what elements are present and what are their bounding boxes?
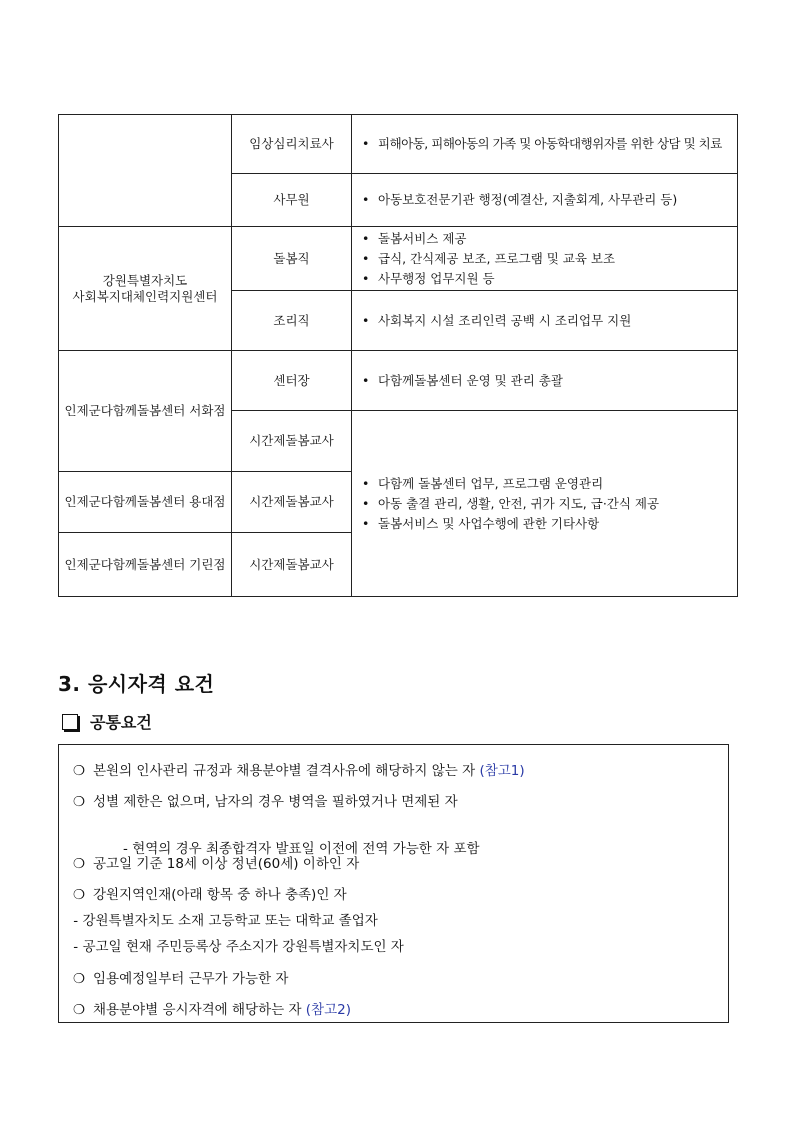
position-cell: 시간제돌봄교사 (232, 411, 352, 472)
job-duties-table (58, 114, 738, 597)
duty-item: • 다함께 돌봄센터 업무, 프로그램 운영관리 (358, 474, 731, 494)
requirements-box (58, 744, 729, 1023)
circle-bullet-icon: ❍ (73, 1002, 86, 1018)
duty-item: • 다함께돌봄센터 운영 및 관리 총괄 (358, 371, 731, 391)
requirement-subitem (69, 935, 404, 955)
requirement-subitem (69, 909, 378, 929)
requirement-text: - 현역의 경우 최종합격자 발표일 이전에 전역 가능한 자 포함 (110, 841, 480, 857)
duty-item: • 사무행정 업무지원 등 (358, 269, 731, 289)
duty-item: • 피해아동, 피해아동의 가족 및 아동학대행위자를 위한 상담 및 치료 (358, 134, 731, 154)
org-name-line1: 강원특별자치도 (102, 272, 188, 288)
requirement-text: 본원의 인사관리 규정과 채용분야별 결격사유에 해당하지 않는 자 (93, 763, 480, 779)
requirement-item (73, 790, 458, 810)
requirement-text: 강원지역인재(아래 항목 중 하나 충족)인 자 (93, 887, 347, 903)
requirement-text: 채용분야별 응시자격에 해당하는 자 (93, 1002, 306, 1018)
duties-cell (352, 174, 738, 227)
section-title: 3. 응시자격 요건 (58, 672, 215, 696)
circle-bullet-icon: ❍ (73, 887, 86, 903)
requirement-item (73, 967, 288, 987)
subsection-title: 공통요건 (90, 713, 152, 732)
org-cell: 인제군다함께돌봄센터 서화점 (59, 351, 232, 472)
checkbox-icon (62, 714, 78, 730)
duty-item: • 아동보호전문기관 행정(예결산, 지출회계, 사무관리 등) (358, 190, 731, 210)
org-cell: 인제군다함께돌봄센터 기린점 (59, 533, 232, 597)
position-cell: 센터장 (232, 351, 352, 411)
duty-item: • 아동 출결 관리, 생활, 안전, 귀가 지도, 급·간식 제공 (358, 494, 731, 514)
requirement-text: - 공고일 현재 주민등록상 주소지가 강원특별자치도인 자 (69, 939, 404, 955)
circle-bullet-icon: ❍ (73, 971, 86, 987)
org-cell: 인제군다함께돌봄센터 용대점 (59, 472, 232, 533)
duty-item: • 돌봄서비스 및 사업수행에 관한 기타사항 (358, 514, 731, 534)
org-name-line2: 사회복지대체인력지원센터 (72, 288, 218, 304)
position-cell: 사무원 (232, 174, 352, 227)
circle-bullet-icon: ❍ (73, 794, 86, 810)
requirement-item (73, 998, 351, 1018)
position-cell: 임상심리치료사 (232, 115, 352, 174)
duty-item: • 급식, 간식제공 보조, 프로그램 및 교육 보조 (358, 249, 731, 269)
duties-cell (352, 227, 738, 291)
duties-cell (352, 411, 738, 597)
position-cell: 돌봄직 (232, 227, 352, 291)
duties-cell (352, 351, 738, 411)
requirement-text: - 강원특별자치도 소재 고등학교 또는 대학교 졸업자 (69, 913, 378, 929)
requirement-text: 공고일 기준 18세 이상 정년(60세) 이하인 자 (93, 856, 360, 872)
org-cell (59, 227, 232, 351)
position-cell: 시간제돌봄교사 (232, 533, 352, 597)
duty-item: • 사회복지 시설 조리인력 공백 시 조리업무 지원 (358, 311, 731, 331)
circle-bullet-icon: ❍ (73, 763, 86, 779)
requirement-item (73, 759, 525, 779)
position-cell: 시간제돌봄교사 (232, 472, 352, 533)
reference-link[interactable]: (참고2) (305, 1002, 351, 1018)
requirement-text: 성별 제한은 없으며, 남자의 경우 병역을 필하였거나 면제된 자 (93, 794, 458, 810)
position-cell: 조리직 (232, 291, 352, 351)
reference-link[interactable]: (참고1) (479, 763, 525, 779)
duties-cell (352, 291, 738, 351)
duty-item: • 돌봄서비스 제공 (358, 229, 731, 249)
org-cell-top (59, 115, 232, 227)
requirement-item (73, 883, 347, 903)
requirement-item (73, 852, 359, 872)
subsection-heading (62, 710, 152, 733)
requirement-text: 임용예정일부터 근무가 가능한 자 (93, 971, 289, 987)
circle-bullet-icon: ❍ (73, 856, 86, 872)
duties-cell (352, 115, 738, 174)
